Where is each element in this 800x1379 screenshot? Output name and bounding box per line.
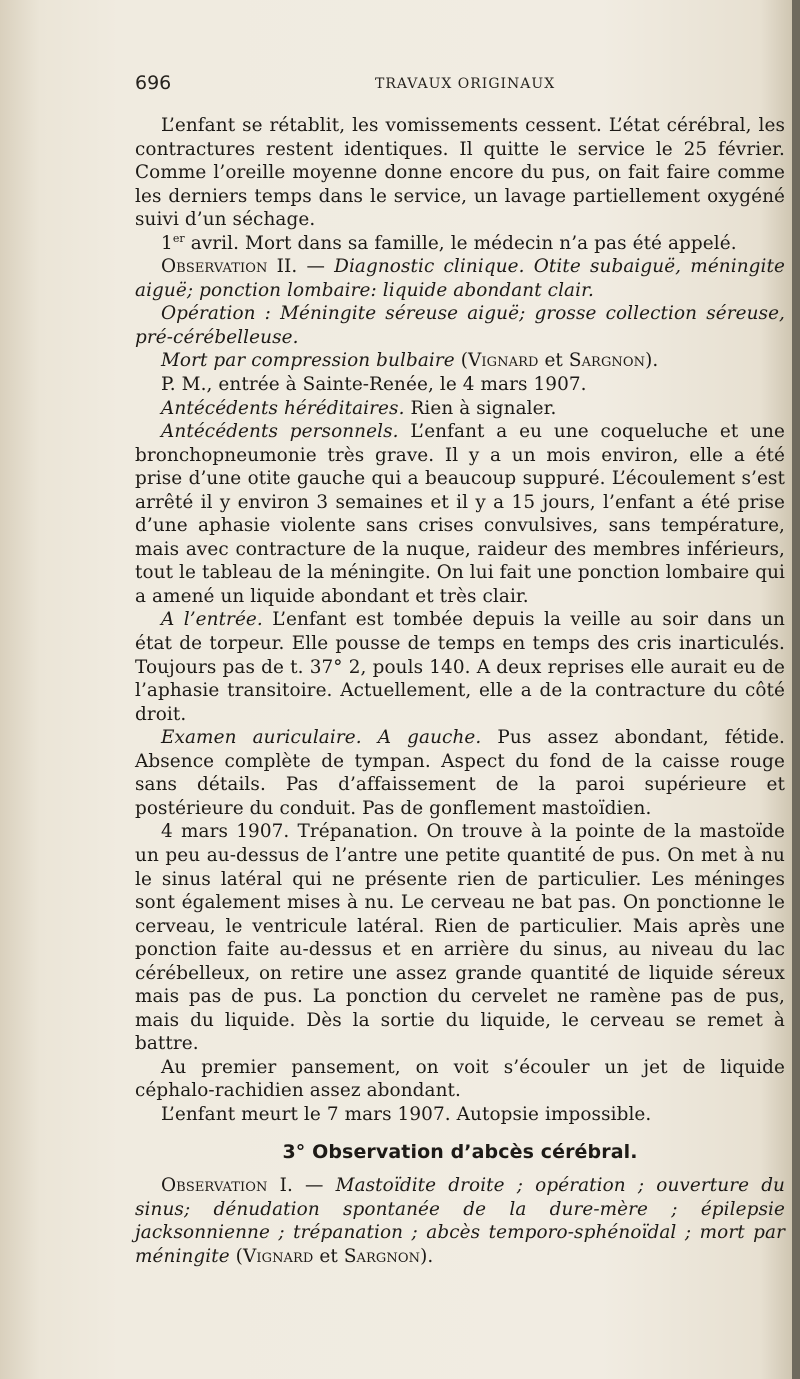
author-name: Sargnon (568, 350, 646, 372)
paragraph: L’enfant meurt le 7 mars 1907. Autopsie impossible. (161, 1103, 652, 1125)
paragraph-text: avril. Mort dans sa famille, le médecin n’a pas été appelé. (184, 232, 737, 254)
observation-heading (135, 255, 785, 302)
paragraph: L’enfant se rétablit, les vomissements cessent. L’état cérébral, les contractures restent identiques. Il quitte le service le 25 février. Comme l’oreille moyenne donne encore du pus, on fait faire comme les derniers temps dans le service, un lavage partiellement oxygéné suivi d’un séchage. (135, 115, 785, 231)
italic-text: Antécédents héréditaires. (161, 397, 405, 419)
date-day: 1 (161, 232, 173, 254)
text: et (538, 350, 569, 372)
text: et (313, 1245, 344, 1267)
paragraph: 4 mars 1907. Trépanation. On trouve à la pointe de la mastoïde un peu au-dessus de l’antre une petite quantité de pus. On met à nu le sinus latéral qui ne présente rien de particulier. Les méninges sont également mises à nu. Le cerveau ne bat pas. On ponctionne le cerveau, le ventricule latéral. Rien de particulier. Mais après une ponction faite au-dessus et en arrière du sinus, au niveau du lac cérébelleux, on retire une assez grande quantité de liquide séreux mais pas de pus. La ponction du cervelet ne ramène pas de pus, mais du liquide. Dès la sortie du liquide, le cerveau se remet à battre. (135, 821, 785, 1055)
paragraph: P. M., entrée à Sainte-Renée, le 4 mars 1907. (161, 374, 587, 396)
superscript: er (172, 231, 185, 245)
italic-text: Antécédents personnels. (161, 421, 399, 443)
text: Pus assez abondant, fétide. Absence complète de tympan. Aspect du fond de la caisse rouge sans détails. Pas d’affaissement de la paroi supérieure et postérieure du conduit. Pas de gonflement mastoïdien. (135, 727, 786, 819)
paragraph (135, 726, 785, 820)
paragraph: Au premier pansement, on voit s’écouler un jet de liquide céphalo-rachidien assez abondant. (135, 1056, 785, 1102)
page-header (135, 72, 785, 98)
observation-label: Observation I. (161, 1175, 293, 1197)
section-title: 3° Observation d’abcès cérébral. (282, 1140, 638, 1163)
body-text (135, 114, 785, 1268)
author-name: Vignard (242, 1245, 314, 1267)
author-name: Sargnon (343, 1245, 421, 1267)
text: ( (229, 1245, 243, 1267)
text: ( (454, 350, 469, 372)
author-name: Vignard (468, 350, 539, 372)
paragraph (135, 420, 785, 608)
text: L’enfant est tombée depuis la veille au soir dans un état de torpeur. Elle pousse de temps en temps des cris inarticulés. Toujours pas de t. 37° 2, pouls 140. A deux reprises elle aurait eu de l’aphasie transitoire. Actuellement, elle a de la contracture du côté droit. (135, 609, 785, 725)
page-number: 696 (135, 72, 172, 94)
observation-label: Observation II. (161, 256, 298, 278)
text: L’enfant a eu une coqueluche et une bronchopneumonie très grave. Il y a un mois environ, elle a été prise d’une otite gauche qui a beaucoup suppuré. L’écoulement s’est arrêté il y environ 3 semaines et il y a 15 jours, l’enfant a été prise d’une aphasie violente sans crises convulsives, sans température, mais avec contracture de la nuque, raideur des membres inférieurs, tout le tableau de la méningite. On lui fait une ponction lombaire qui a amené un liquide abondant et très clair. (135, 421, 785, 607)
paragraph (135, 608, 785, 726)
observation-title: Mastoïdite droite ; opération ; ouverture du sinus; dénudation spontanée de la dure-mère ; épilepsie jacksonnienne ; trépanation ; abcès temporo-sphénoïdal ; mort par méningite (135, 1175, 786, 1267)
running-head: TRAVAUX ORIGINAUX (375, 76, 556, 92)
text: Rien à signaler. (404, 397, 557, 419)
dash: — (292, 1175, 336, 1197)
dash: — (297, 256, 335, 278)
italic-text: A l’entrée. (161, 609, 263, 631)
paragraph (135, 349, 785, 373)
paragraph (135, 397, 785, 421)
text: ). (420, 1245, 434, 1267)
observation-heading (135, 1174, 785, 1268)
paragraph (135, 232, 785, 256)
observation-title: Diagnostic clinique. Otite subaiguë, méningite aiguë; ponction lombaire: liquide abondant clair. (135, 256, 785, 301)
italic-text: Examen auriculaire. A gauche. (161, 727, 482, 749)
text: ). (645, 350, 659, 372)
italic-text: Mort par compression bulbaire (161, 350, 455, 372)
paragraph: Opération : Méningite séreuse aiguë; grosse collection séreuse, pré-cérébelleuse. (135, 303, 785, 348)
